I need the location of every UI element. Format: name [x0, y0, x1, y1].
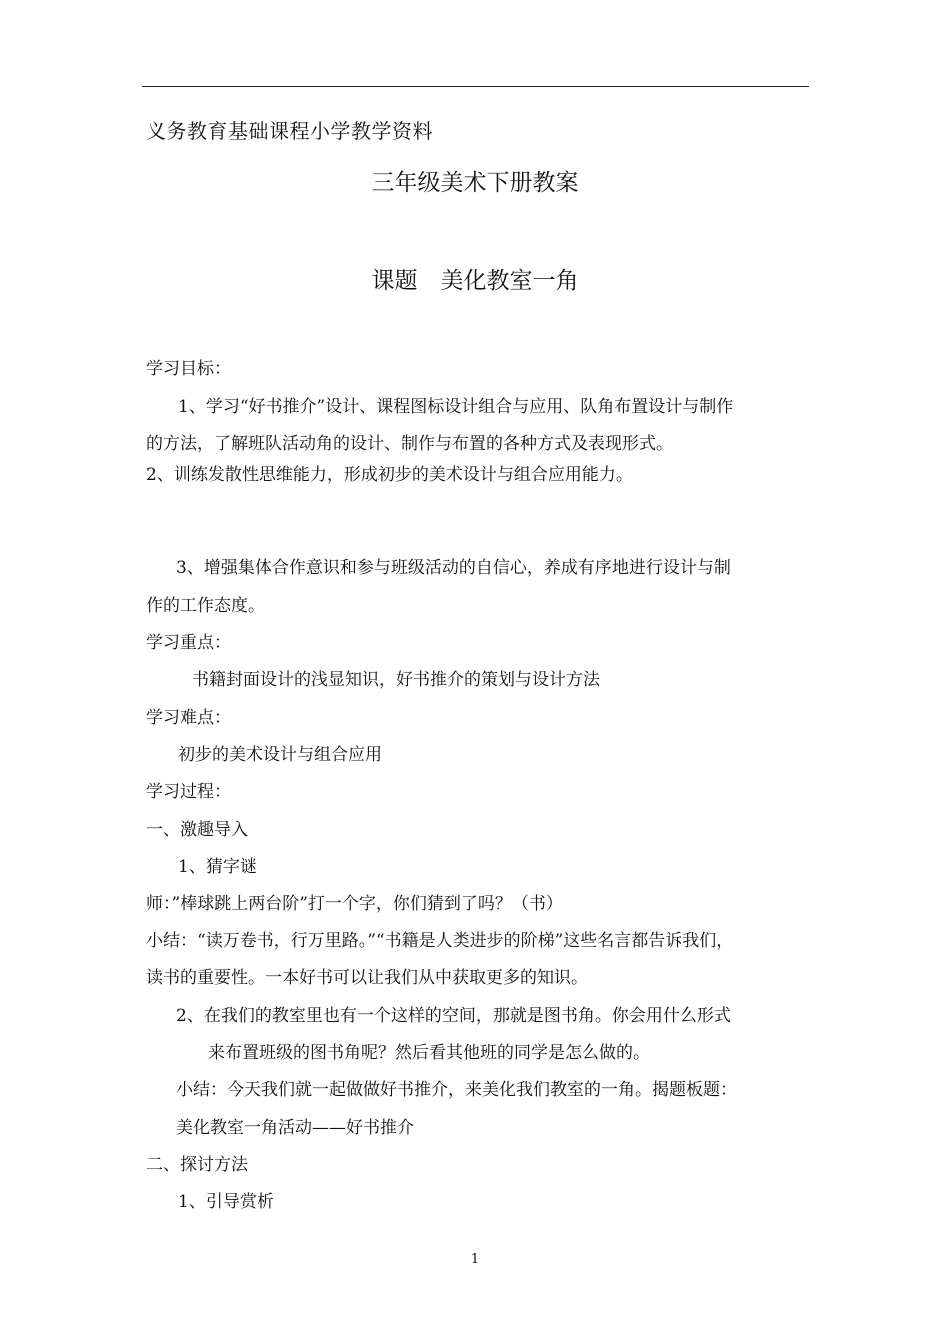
paragraph-line: 的方法，了解班队活动角的设计、制作与布置的各种方式及表现形式。	[146, 434, 673, 454]
paragraph-line: 来布置班级的图书角呢？然后看其他班的同学是怎么做的。	[208, 1043, 650, 1063]
paragraph-line: 初步的美术设计与组合应用	[178, 745, 382, 765]
paragraph-line: 师：”棒球跳上两台阶”打一个字，你们猜到了吗？（书）	[146, 894, 563, 914]
section-heading-intro: 一、激趣导入	[146, 820, 248, 840]
section-heading-difficulties: 学习难点：	[146, 708, 231, 728]
paragraph-line: 3、增强集体合作意识和参与班级活动的自信心，养成有序地进行设计与制	[176, 558, 731, 578]
document-header: 义务教育基础课程小学教学资料	[146, 119, 433, 143]
paragraph-line: 2、训练发散性思维能力，形成初步的美术设计与组合应用能力。	[146, 465, 633, 485]
paragraph-line: 小结：今天我们就一起做做好书推介，来美化我们教室的一角。揭题板题：	[176, 1080, 737, 1100]
section-heading-process: 学习过程：	[146, 782, 231, 802]
header-rule	[142, 86, 809, 87]
document-title: 三年级美术下册教案	[371, 170, 579, 196]
paragraph-line: 2、在我们的教室里也有一个这样的空间，那就是图书角。你会用什么形式	[176, 1006, 731, 1026]
paragraph-line: 小结：“读万卷书，行万里路。”“书籍是人类进步的阶梯”这些名言都告诉我们，	[146, 931, 734, 951]
paragraph-line: 读书的重要性。一本好书可以让我们从中获取更多的知识。	[146, 968, 588, 988]
section-heading-methods: 二、探讨方法	[146, 1155, 248, 1175]
paragraph-line: 作的工作态度。	[146, 596, 265, 616]
paragraph-line: 美化教室一角活动——好书推介	[176, 1118, 414, 1138]
page-number: 1	[470, 1252, 480, 1267]
section-heading-key-points: 学习重点：	[146, 633, 231, 653]
lesson-title: 课题 美化教室一角	[371, 268, 579, 294]
section-heading-objectives: 学习目标：	[146, 359, 231, 379]
paragraph-line: 1、引导赏析	[178, 1192, 274, 1212]
paragraph-line: 1、学习“好书推介”设计、课程图标设计组合与应用、队角布置设计与制作	[178, 397, 734, 417]
paragraph-line: 1、猜字谜	[178, 857, 257, 877]
paragraph-line: 书籍封面设计的浅显知识，好书推介的策划与设计方法	[192, 670, 600, 690]
